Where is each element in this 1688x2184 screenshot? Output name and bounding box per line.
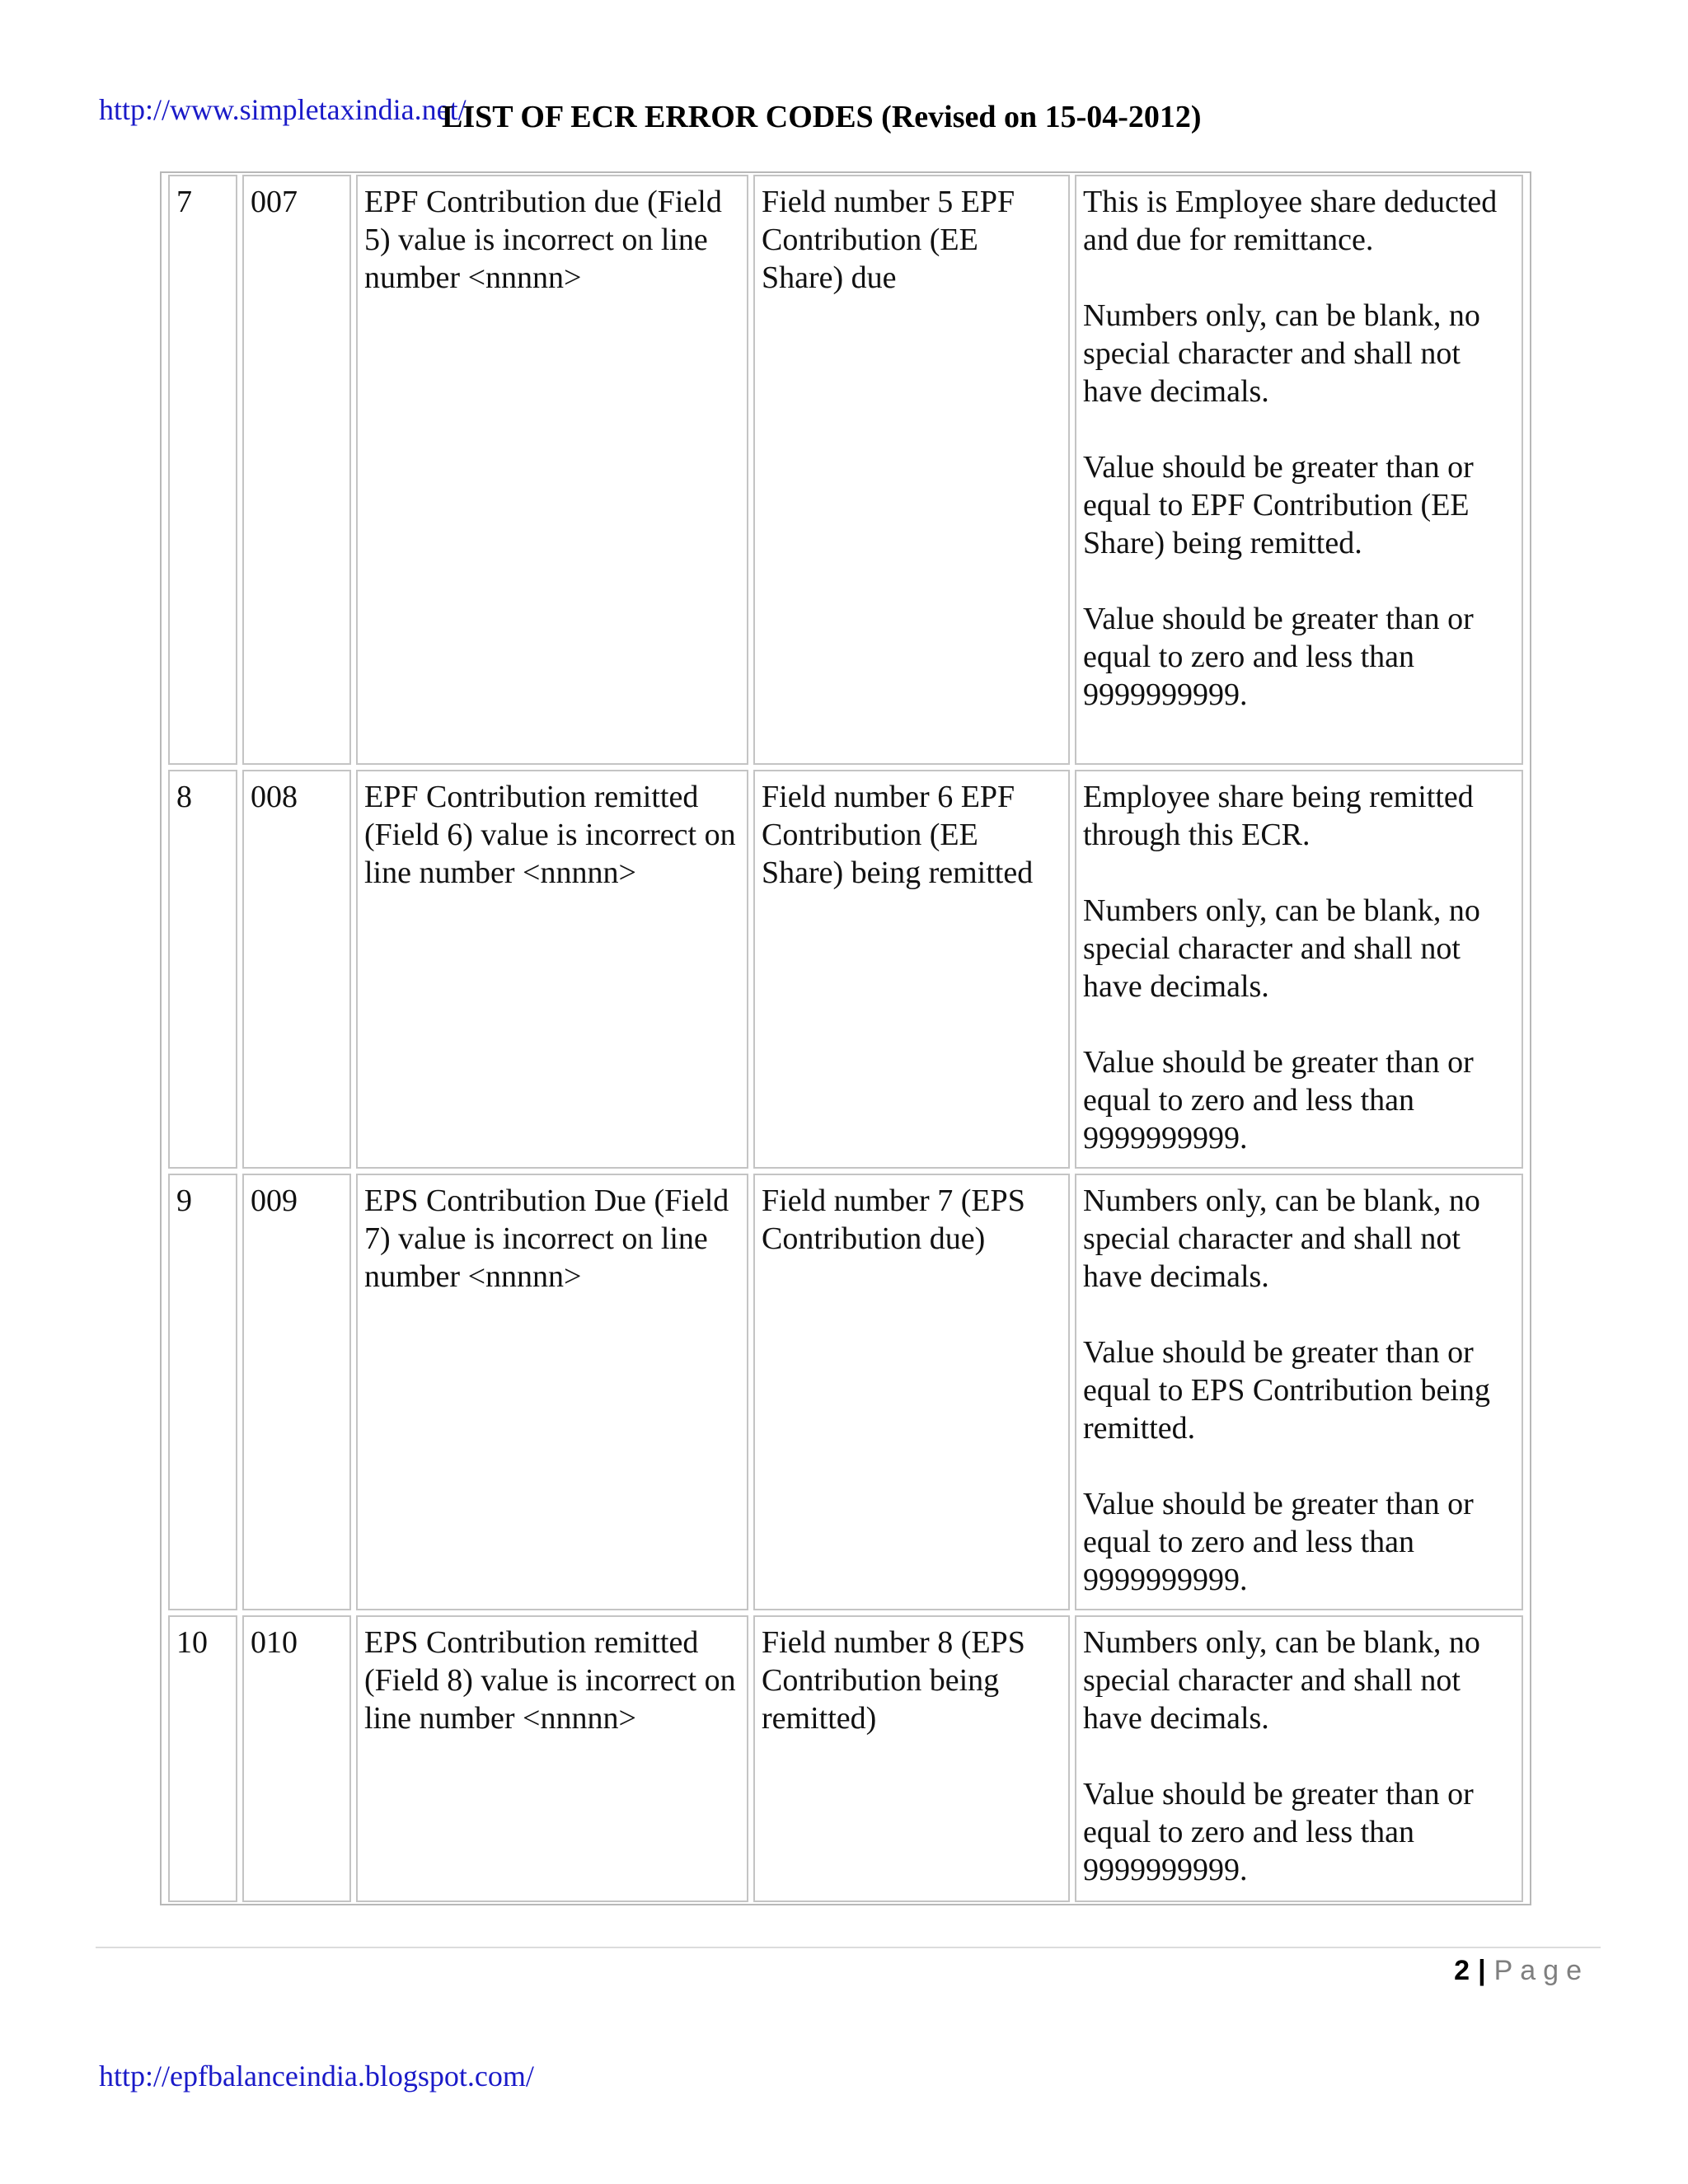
field-cell: Field number 6 EPF Contribution (EE Share) being remitted — [753, 770, 1070, 1169]
error-message-cell: EPF Contribution due (Field 5) value is incorrect on line number <nnnnn> — [356, 175, 748, 765]
serial-number-cell: 9 — [168, 1174, 237, 1610]
page-label: Page — [1493, 1955, 1589, 1986]
document-title: LIST OF ECR ERROR CODES (Revised on 15-04-2012) — [442, 100, 1202, 134]
field-cell: Field number 8 (EPS Contribution being remitted) — [753, 1615, 1070, 1902]
error-message-cell: EPS Contribution Due (Field 7) value is incorrect on line number <nnnnn> — [356, 1174, 748, 1610]
error-message-cell: EPS Contribution remitted (Field 8) value is incorrect on line number <nnnnn> — [356, 1615, 748, 1902]
top-website-link[interactable]: http://www.simpletaxindia.net/ — [99, 93, 467, 126]
bottom-blog-link[interactable]: http://epfbalanceindia.blogspot.com/ — [99, 2060, 534, 2093]
error-code-cell: 010 — [242, 1615, 351, 1902]
error-code-table — [160, 171, 1531, 1905]
description-paragraph: This is Employee share deducted and due for remittance. — [1083, 185, 1498, 257]
description-paragraph: Numbers only, can be blank, no special character and shall not have decimals. — [1083, 893, 1480, 1004]
field-cell: Field number 7 (EPS Contribution due) — [753, 1174, 1070, 1610]
description-paragraph: Numbers only, can be blank, no special character and shall not have decimals. — [1083, 298, 1480, 409]
table-row — [168, 1615, 1523, 1902]
error-code-cell: 009 — [242, 1174, 351, 1610]
description-paragraph: Value should be greater than or equal to zero and less than 9999999999. — [1083, 602, 1474, 712]
description-paragraph: Value should be greater than or equal to EPS Contribution being remitted. — [1083, 1335, 1490, 1446]
description-paragraph: Employee share being remitted through this ECR. — [1083, 780, 1474, 852]
error-code-cell: 007 — [242, 175, 351, 765]
table-row — [168, 1174, 1523, 1610]
description-paragraph: Numbers only, can be blank, no special character and shall not have decimals. — [1083, 1625, 1480, 1736]
description-cell — [1075, 1615, 1523, 1902]
page-number — [1454, 1955, 1589, 1987]
serial-number-cell: 10 — [168, 1615, 237, 1902]
error-code-table-grid — [163, 170, 1528, 1907]
error-message-cell: EPF Contribution remitted (Field 6) value is incorrect on line number <nnnnn> — [356, 770, 748, 1169]
description-cell — [1075, 175, 1523, 765]
page-number-value: 2 — [1454, 1955, 1470, 1986]
description-cell — [1075, 770, 1523, 1169]
serial-number-cell: 7 — [168, 175, 237, 765]
description-cell — [1075, 1174, 1523, 1610]
description-paragraph: Value should be greater than or equal to zero and less than 9999999999. — [1083, 1487, 1474, 1597]
footer-divider — [96, 1947, 1601, 1948]
page-number-separator: | — [1478, 1955, 1486, 1986]
table-row — [168, 770, 1523, 1169]
error-code-cell: 008 — [242, 770, 351, 1169]
serial-number-cell: 8 — [168, 770, 237, 1169]
description-paragraph: Value should be greater than or equal to zero and less than 9999999999. — [1083, 1045, 1474, 1155]
table-row — [168, 175, 1523, 765]
field-cell: Field number 5 EPF Contribution (EE Share) due — [753, 175, 1070, 765]
description-paragraph: Value should be greater than or equal to EPF Contribution (EE Share) being remitted. — [1083, 450, 1474, 560]
description-paragraph: Value should be greater than or equal to zero and less than 9999999999. — [1083, 1777, 1474, 1887]
description-paragraph: Numbers only, can be blank, no special character and shall not have decimals. — [1083, 1183, 1480, 1294]
